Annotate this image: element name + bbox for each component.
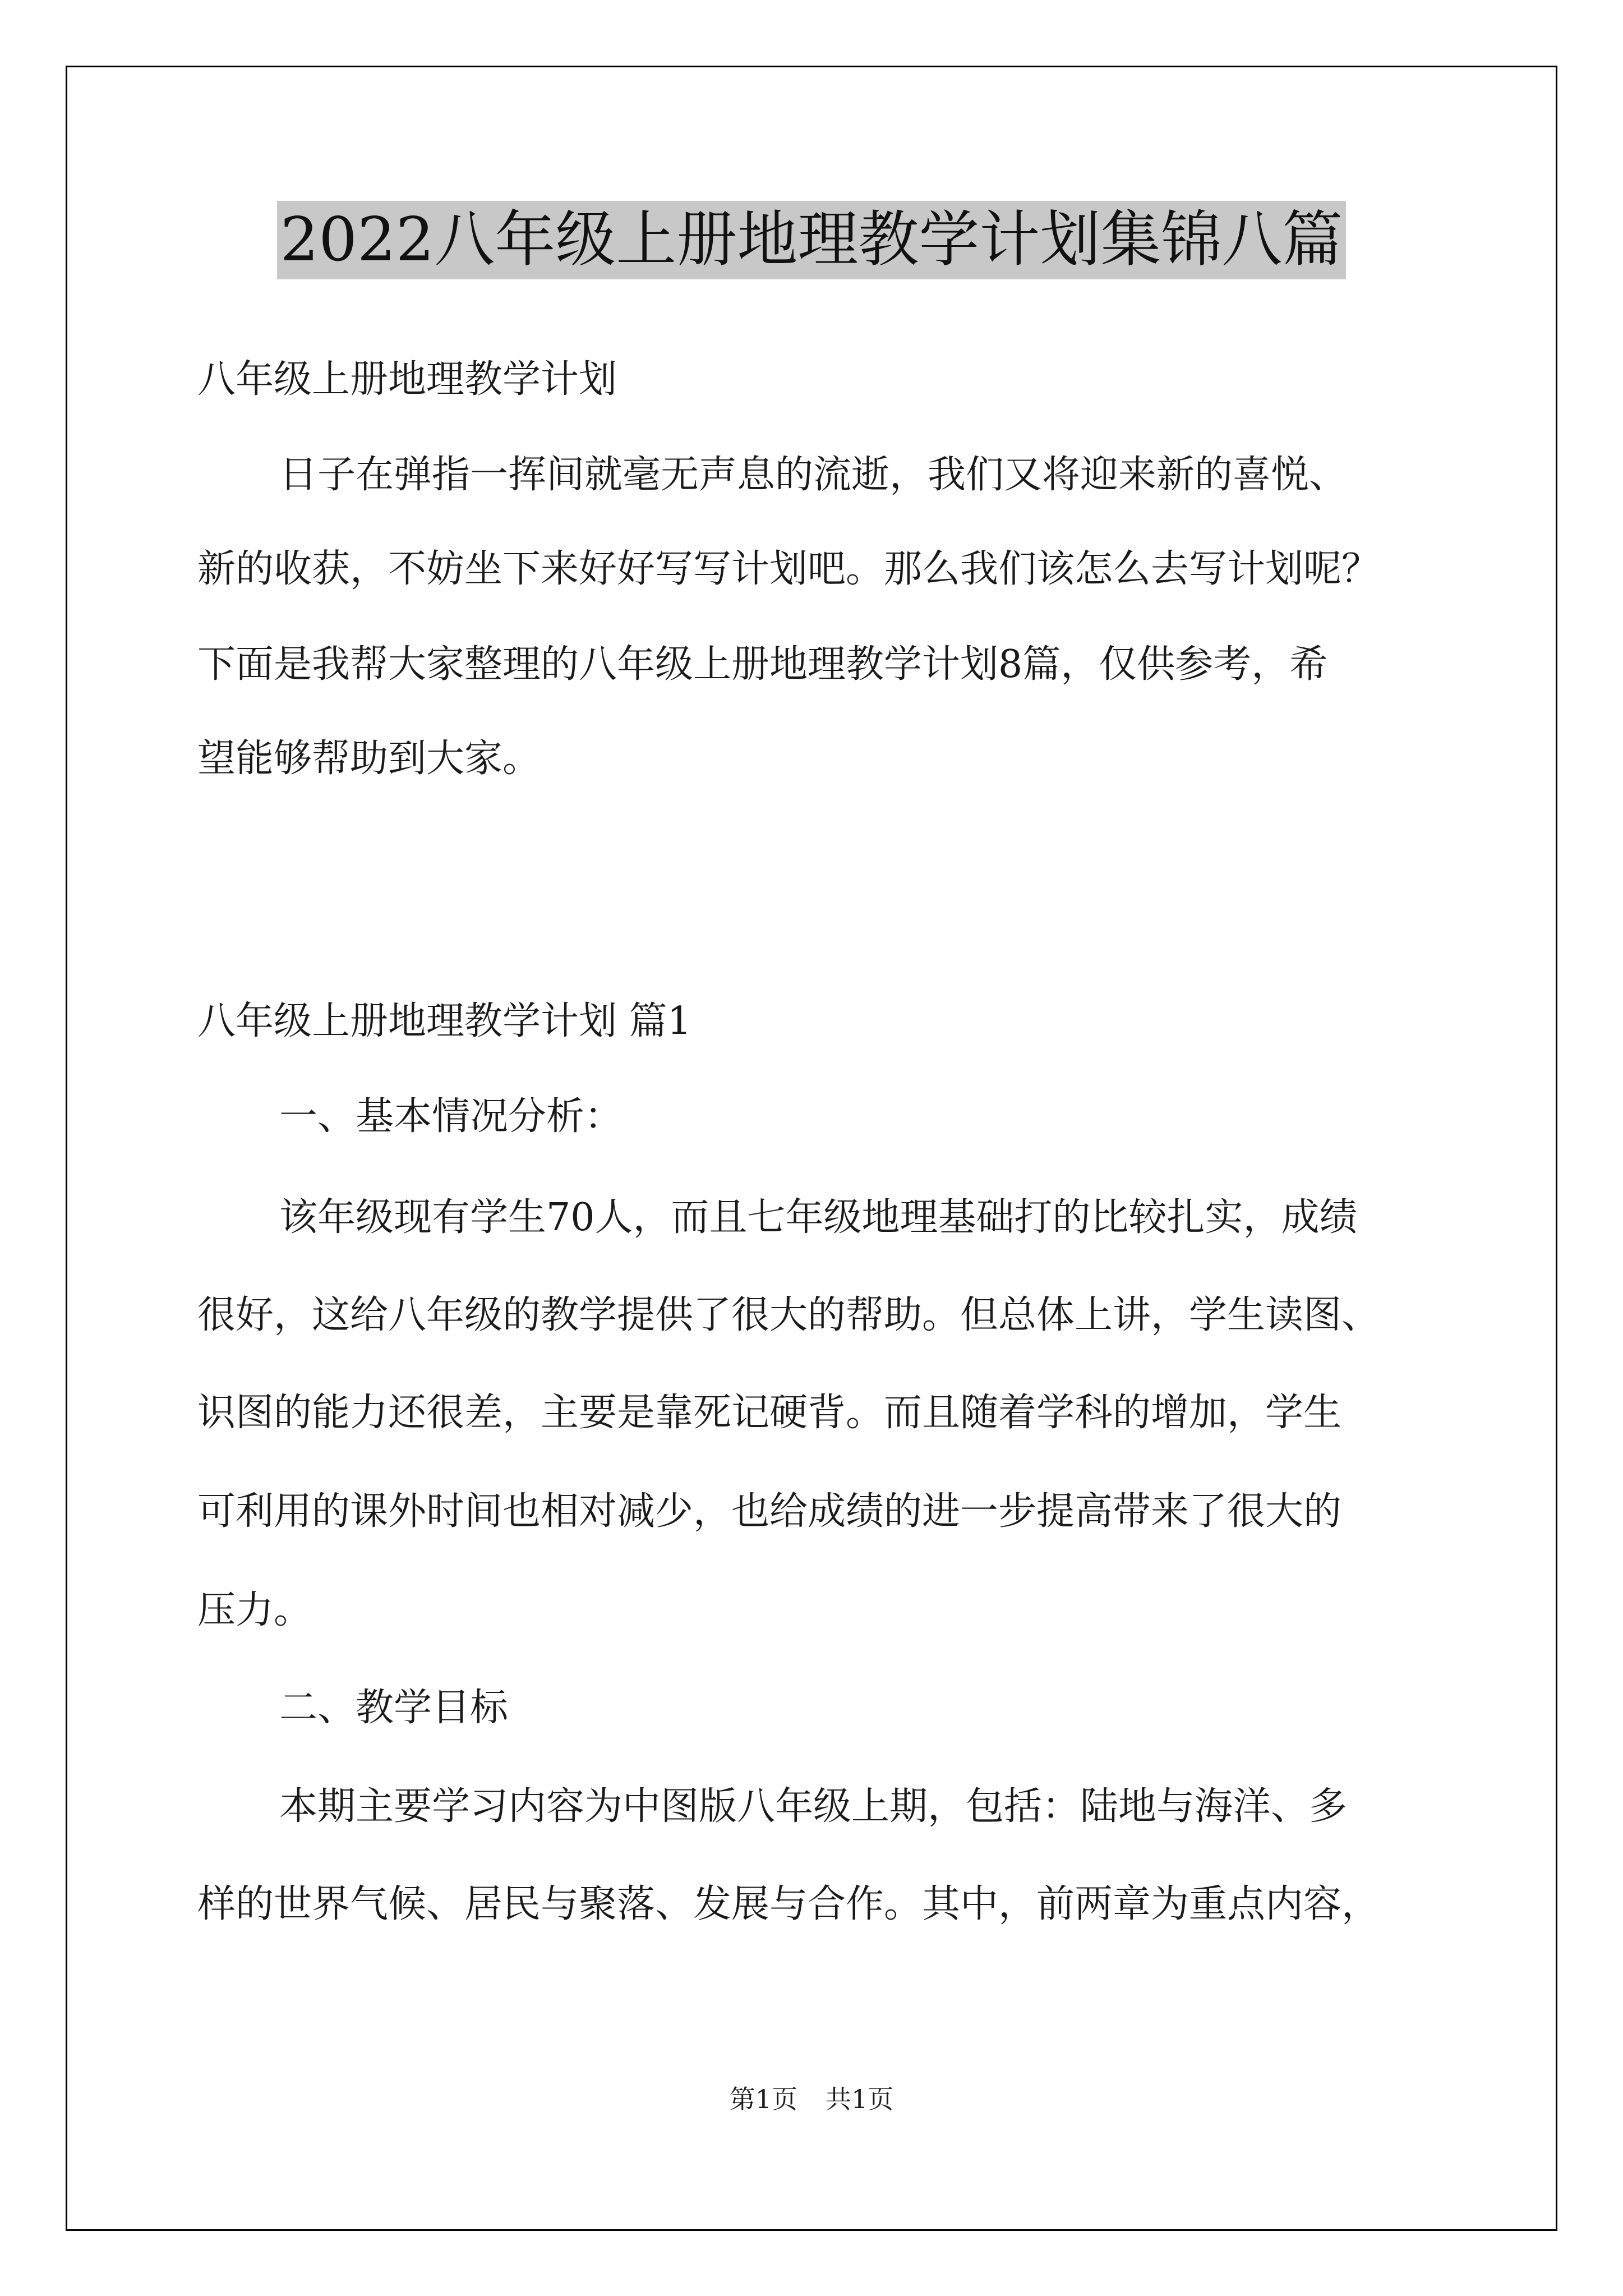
section-heading: 八年级上册地理教学计划 篇1 — [197, 999, 691, 1043]
paragraph-line: 本期主要学习内容为中图版八年级上期，包括：陆地与海洋、多 — [279, 1784, 1348, 1829]
page-footer — [0, 2082, 1623, 2116]
title-container — [0, 201, 1623, 279]
paragraph-line: 识图的能力还很差，主要是靠死记硬背。而且随着学科的增加，学生 — [197, 1391, 1342, 1435]
paragraph-line: 样的世界气候、居民与聚落、发展与合作。其中，前两章为重点内容， — [197, 1882, 1380, 1926]
paragraph-line: 新的收获，不妨坐下来好好写写计划吧。那么我们该怎么去写计划呢？ — [197, 547, 1380, 591]
paragraph-line: 下面是我帮大家整理的八年级上册地理教学计划8篇，仅供参考，希 — [197, 642, 1328, 687]
page-number: 第1页 — [729, 2084, 797, 2114]
subsection-heading: 一、基本情况分析： — [279, 1094, 623, 1139]
paragraph-line: 望能够帮助到大家。 — [197, 737, 541, 781]
section-heading: 八年级上册地理教学计划 — [197, 357, 617, 402]
paragraph-line: 很好，这给八年级的教学提供了很大的帮助。但总体上讲，学生读图、 — [197, 1293, 1380, 1337]
document-title: 2022八年级上册地理教学计划集锦八篇 — [277, 201, 1347, 279]
paragraph-line: 该年级现有学生70人，而且七年级地理基础打的比较扎实，成绩 — [279, 1195, 1358, 1240]
page-total: 共1页 — [826, 2084, 894, 2114]
paragraph-line: 压力。 — [197, 1588, 312, 1632]
subsection-heading: 二、教学目标 — [279, 1686, 509, 1730]
paragraph-line: 日子在弹指一挥间就毫无声息的流逝，我们又将迎来新的喜悦、 — [279, 453, 1348, 497]
paragraph-line: 可利用的课外时间也相对减少，也给成绩的进一步提高带来了很大的 — [197, 1489, 1342, 1534]
